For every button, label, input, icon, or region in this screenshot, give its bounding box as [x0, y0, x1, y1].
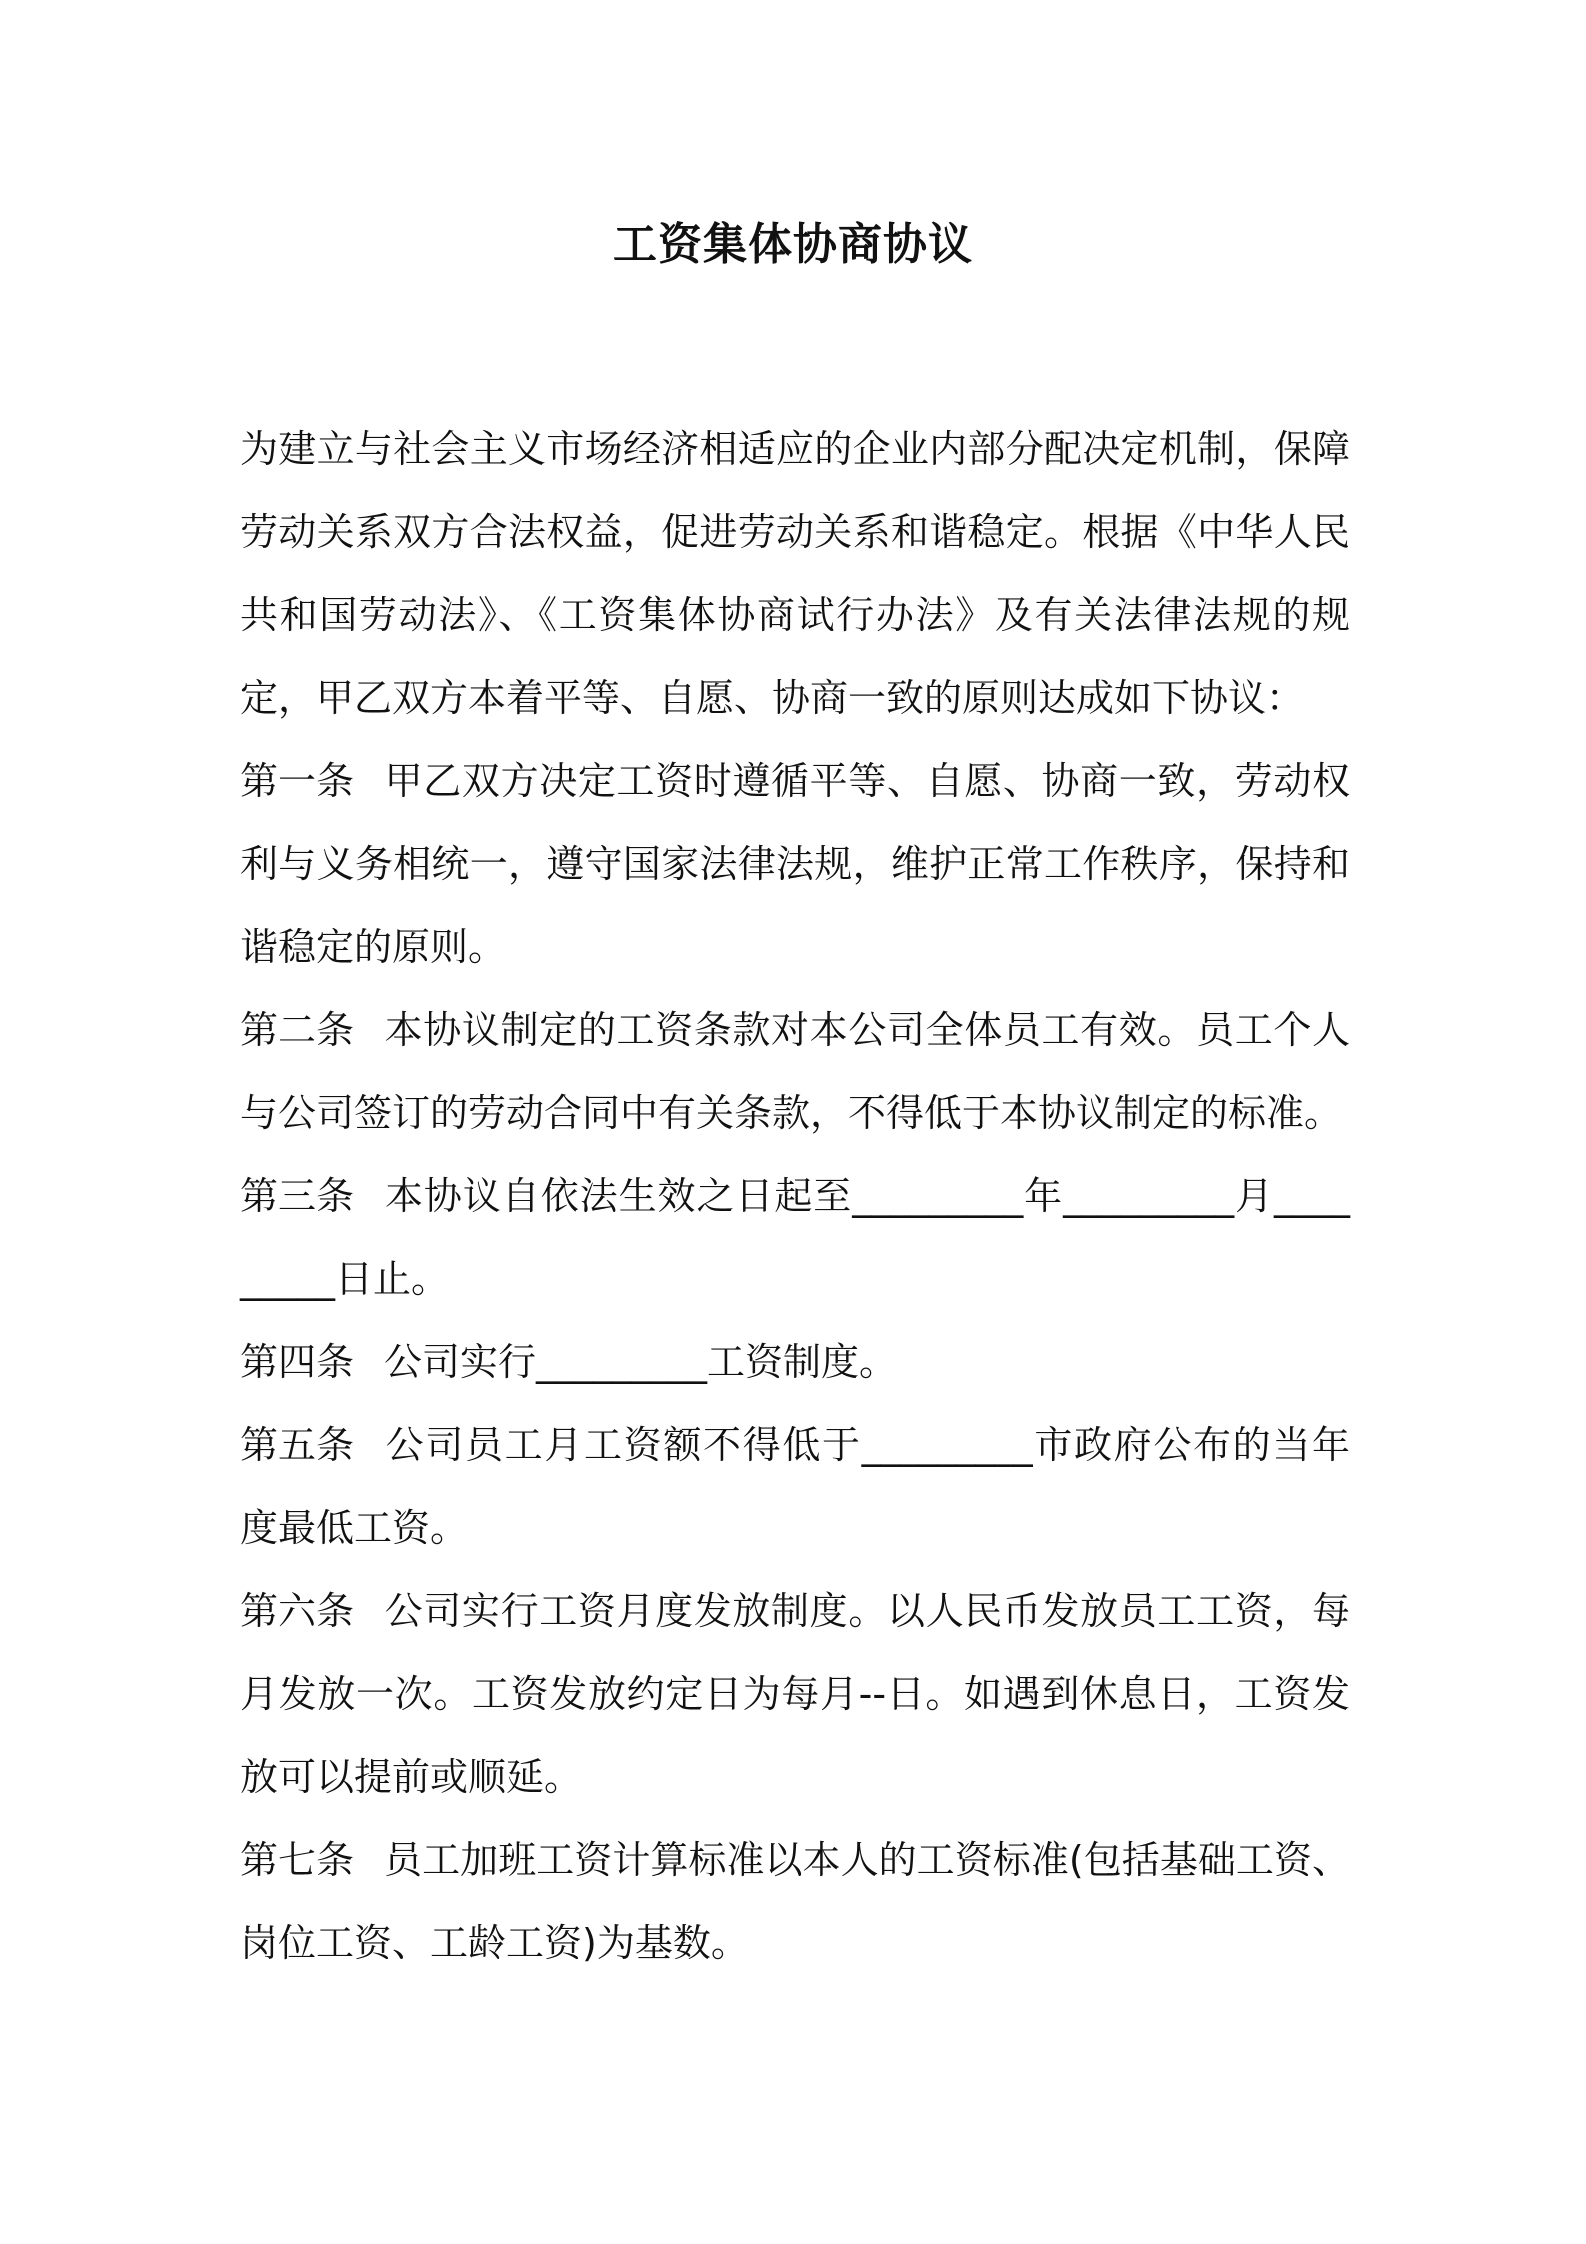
article-label: 第一条	[240, 759, 355, 803]
article-text: 甲乙双方决定工资时遵循平等、自愿、协商一致，劳动权利与义务相统一，遵守国家法律法规，维护正常工作秩序，保持和谐稳定的原则。	[240, 759, 1350, 969]
article-label: 第二条	[240, 1008, 355, 1052]
article-4	[240, 1321, 1350, 1404]
article-3	[240, 1155, 1350, 1321]
article-text: 员工加班工资计算标准以本人的工资标准(包括基础工资、岗位工资、工龄工资)为基数。	[240, 1838, 1350, 1965]
document-title: 工资集体协商协议	[613, 219, 973, 270]
article-1	[240, 740, 1350, 989]
article-5	[240, 1404, 1350, 1570]
article-text: 本协议制定的工资条款对本公司全体员工有效。员工个人与公司签订的劳动合同中有关条款，不得低于本协议制定的标准。	[240, 1008, 1350, 1135]
article-label: 第四条	[240, 1340, 355, 1384]
article-text: 本协议自依法生效之日起至_________年_________月_________日止。	[240, 1174, 1350, 1301]
article-text: 公司实行_________工资制度。	[384, 1340, 898, 1384]
article-text: 公司员工月工资额不得低于_________市政府公布的当年度最低工资。	[240, 1423, 1350, 1550]
article-text: 公司实行工资月度发放制度。以人民币发放员工工资，每月发放一次。工资发放约定日为每月--日。如遇到休息日，工资发放可以提前或顺延。	[240, 1589, 1350, 1799]
article-label: 第三条	[240, 1174, 355, 1218]
article-label: 第六条	[240, 1589, 355, 1633]
document-body	[240, 408, 1350, 1985]
article-2	[240, 989, 1350, 1155]
preamble-paragraph: 为建立与社会主义市场经济相适应的企业内部分配决定机制，保障劳动关系双方合法权益，促进劳动关系和谐稳定。根据《中华人民共和国劳动法》、《工资集体协商试行办法》及有关法律法规的规定，甲乙双方本着平等、自愿、协商一致的原则达成如下协议：	[240, 427, 1350, 720]
article-6	[240, 1570, 1350, 1819]
article-7	[240, 1819, 1350, 1985]
article-label: 第五条	[240, 1423, 355, 1467]
article-label: 第七条	[240, 1838, 355, 1882]
